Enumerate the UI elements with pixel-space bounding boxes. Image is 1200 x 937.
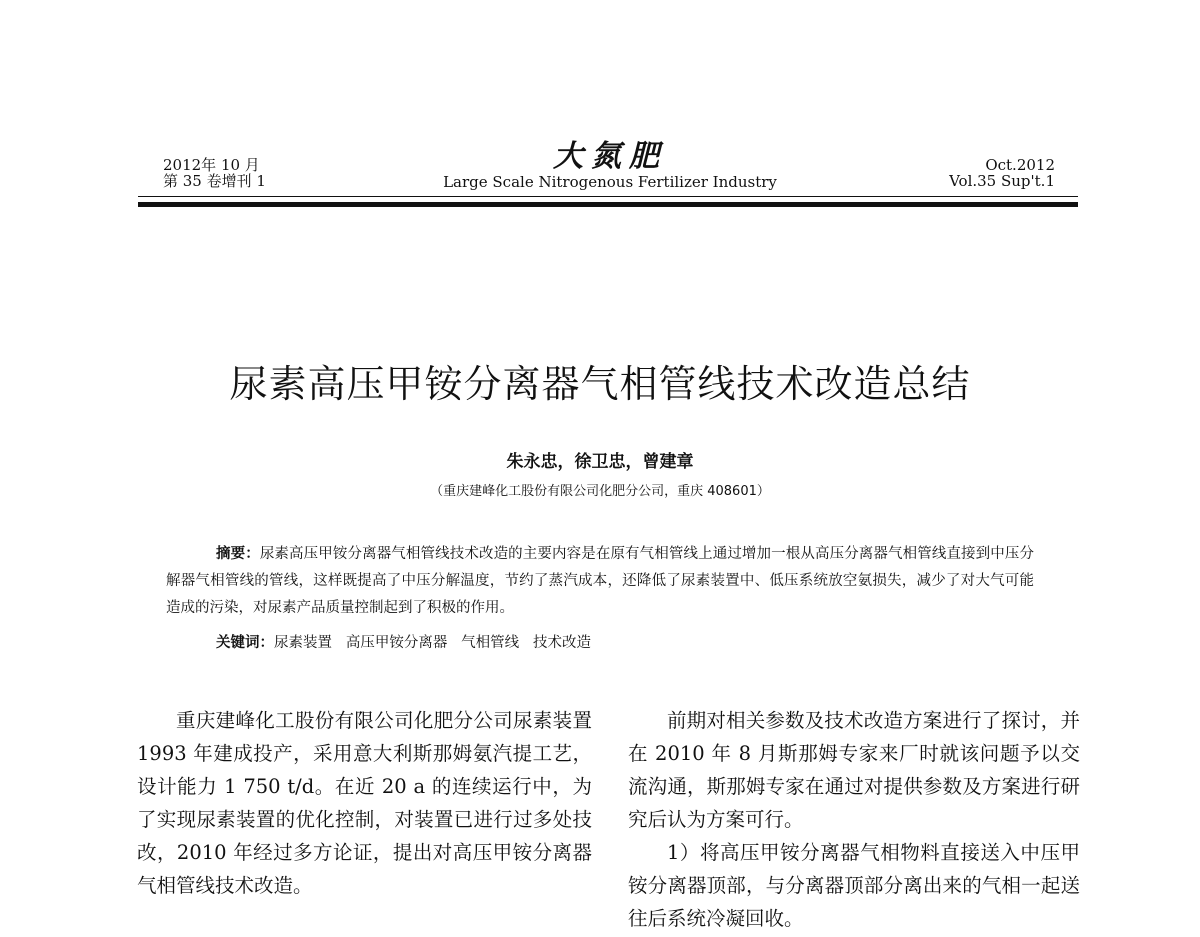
volume-en: Vol.35 Sup't.1 <box>949 172 1055 190</box>
article-authors: 朱永忠，徐卫忠，曾建章 <box>506 452 694 472</box>
abstract-text: 尿素高压甲铵分离器气相管线技术改造的主要内容是在原有气相管线上通过增加一根从高压分离器气相管线直接到中压分解器气相管线的管线，这样既提高了中压分解温度，节约了蒸汽成本，还降低了尿素装置中、低压系统放空氨损失，减少了对大气可能造成的污染，对尿素产品质量控制起到了积极的作用。 <box>166 546 1034 616</box>
abstract <box>166 541 1034 622</box>
journal-masthead <box>440 140 780 190</box>
header-rule-thick <box>138 202 1078 207</box>
article-title: 尿素高压甲铵分离器气相管线技术改造总结 <box>229 362 971 406</box>
journal-logo: 大氮肥 <box>553 139 667 174</box>
abstract-label: 摘要： <box>216 546 260 562</box>
body-paragraph: 1）将高压甲铵分离器气相物料直接送入中压甲铵分离器顶部，与分离器顶部分离出来的气相一起送往后系统冷凝回收。 <box>628 841 1080 930</box>
body-paragraph: 重庆建峰化工股份有限公司化肥分公司尿素装置 1993 年建成投产，采用意大利斯那姆氨汽提工艺，设计能力 1 750 t/d。在近 20 a 的连续运行中，为了实现尿素装置的优化控制，对装置已进行过多处技改，2010 年经过多方论证，提出对高压甲铵分离器气相管线技术改造。 <box>137 709 592 897</box>
issue-info-cn <box>163 157 266 189</box>
keywords-text: 尿素装置 高压甲铵分离器 气相管线 技术改造 <box>274 635 591 651</box>
keywords-label: 关键词： <box>216 635 274 651</box>
issue-date-en: Oct.2012 <box>985 156 1055 174</box>
body-left-column <box>137 704 592 902</box>
header-rule-thin <box>138 196 1078 197</box>
volume-cn: 第 35 卷增刊 1 <box>163 172 266 190</box>
journal-subtitle: Large Scale Nitrogenous Fertilizer Industry <box>443 173 777 191</box>
author-affiliation: （重庆建峰化工股份有限公司化肥分公司，重庆 408601） <box>430 484 770 499</box>
body-right-column <box>628 704 1080 935</box>
body-paragraph: 前期对相关参数及技术改造方案进行了探讨，并在 2010 年 8 月斯那姆专家来厂时就该问题予以交流沟通，斯那姆专家在通过对提供参数及方案进行研究后认为方案可行。 <box>628 709 1080 831</box>
keywords <box>216 631 591 655</box>
issue-info-en <box>949 157 1055 189</box>
issue-date-cn: 2012年 10 月 <box>163 156 260 174</box>
